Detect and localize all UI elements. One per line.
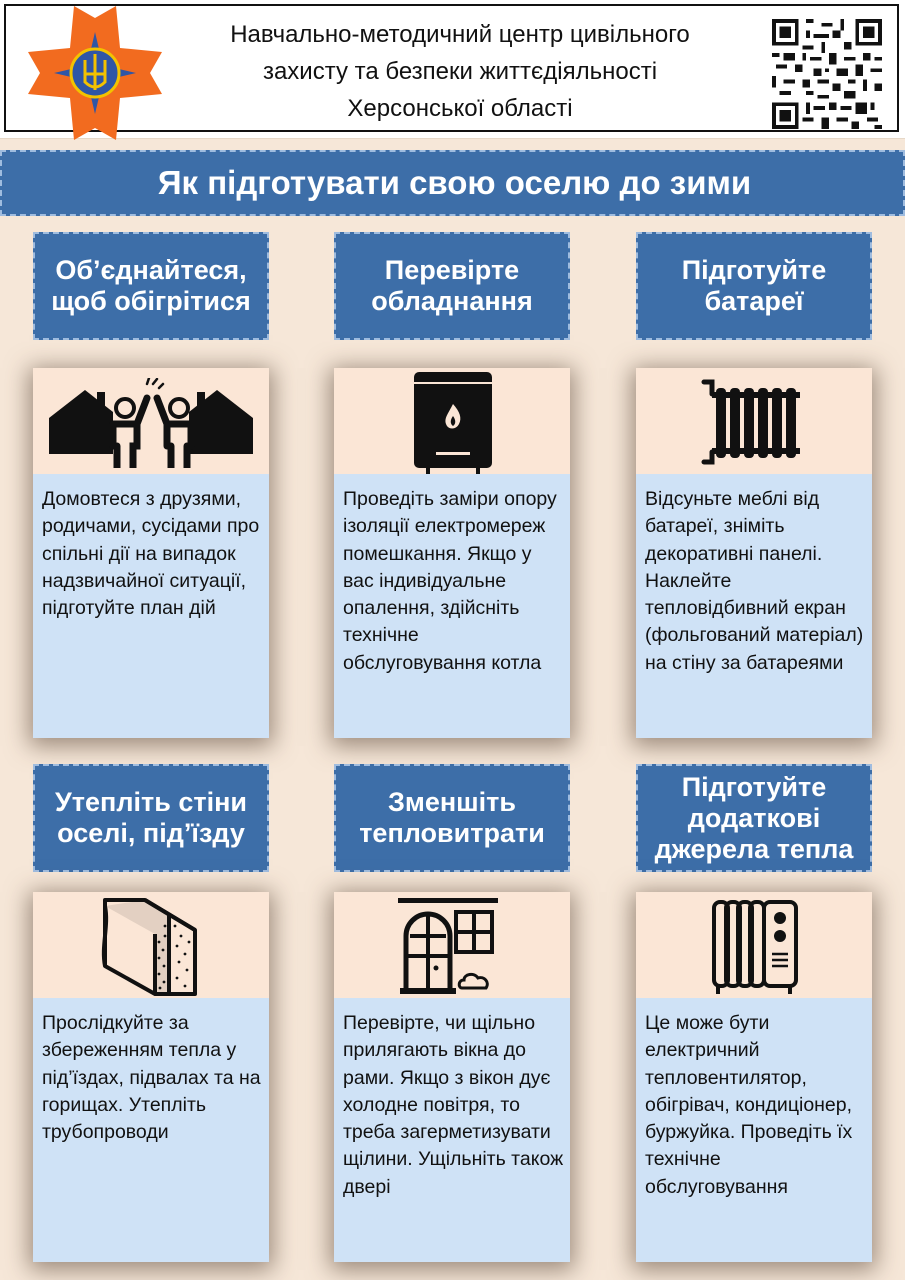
civil-protection-emblem-icon bbox=[24, 2, 166, 144]
tip-6-heading bbox=[636, 764, 872, 872]
wall-insulation-icon bbox=[99, 896, 205, 996]
main-title: Як підготувати свою оселю до зими bbox=[157, 164, 752, 201]
tip-3-title-line-1: Підготуйте bbox=[681, 255, 827, 285]
tip-4-title-line-2: оселі, під’їзду bbox=[57, 818, 245, 848]
tip-3-heading bbox=[636, 232, 872, 340]
tip-2-card bbox=[334, 368, 570, 738]
tip-5-card bbox=[334, 892, 570, 1262]
tip-1-text: Домовтеся з друзями, родичами, сусідами про спільні дії на випадок надзвичайної ситуації, підготуйте план дій bbox=[42, 488, 260, 620]
tip-1-card bbox=[33, 368, 269, 738]
tip-5-heading bbox=[334, 764, 570, 872]
tip-6-text: Це може бути електричний тепловентилятор, обігрівач, кондиціонер, буржуйка. Проведіть їх технічне обслуговування bbox=[645, 1012, 853, 1198]
org-line-3: Херсонської області bbox=[347, 95, 573, 122]
tip-4-text: Прослідкуйте за збереженням тепла у під’їздах, підвалах та на горищах. Утепліть трубопроводи bbox=[42, 1012, 261, 1144]
tip-6-title-line-3: джерела тепла bbox=[654, 833, 854, 864]
tip-2-heading bbox=[334, 232, 570, 340]
neighbors-high-five-icon bbox=[47, 378, 255, 468]
org-line-1: Навчально-методичний центр цивільного bbox=[230, 21, 690, 48]
tip-5-title-line-2: тепловитрати bbox=[359, 818, 545, 848]
main-banner bbox=[0, 150, 905, 216]
tip-5-text: Перевірте, чи щільно прилягають вікна до рами. Якщо з вікон дує холодне повітря, то треба загерметизувати щілини. Ущільніть також двері bbox=[343, 1012, 564, 1198]
tip-4-card bbox=[33, 892, 269, 1262]
gas-boiler-icon bbox=[412, 370, 494, 474]
header bbox=[0, 0, 905, 139]
tip-6-title-line-2: додаткові bbox=[687, 802, 821, 833]
organization-title bbox=[180, 16, 740, 127]
tip-4-icon-area bbox=[33, 892, 269, 998]
tip-6-card bbox=[636, 892, 872, 1262]
tip-5-icon-area bbox=[334, 892, 570, 998]
tip-2-title-line-1: Перевірте bbox=[384, 255, 520, 285]
tip-6-title-line-1: Підготуйте bbox=[681, 771, 827, 802]
tip-3-card bbox=[636, 368, 872, 738]
tip-2-text: Проведіть заміри опору ізоляції електромереж помешкання. Якщо у вас індивідуальне опалення, здійсніть технічне обслуговування котла bbox=[343, 488, 557, 674]
tip-3-icon-area bbox=[636, 368, 872, 474]
tip-1-icon-area bbox=[33, 368, 269, 474]
qr-code-icon[interactable] bbox=[772, 19, 882, 129]
door-window-icon bbox=[396, 896, 504, 996]
tip-2-title-line-2: обладнання bbox=[371, 286, 533, 316]
tip-3-title-line-2: батареї bbox=[704, 286, 804, 316]
org-line-2: захисту та безпеки життєдіяльності bbox=[262, 58, 658, 85]
tip-6-icon-area bbox=[636, 892, 872, 998]
tip-3-text: Відсуньте меблі від батареї, зніміть декоративні панелі. Наклейте тепловідбивний екран (фольгований матеріал) на стіну за батареями bbox=[645, 488, 864, 674]
tip-1-title-line-1: Об’єднайтеся, bbox=[55, 255, 247, 285]
tip-4-heading bbox=[33, 764, 269, 872]
oil-heater-icon bbox=[710, 896, 800, 996]
tip-4-title-line-1: Утепліть стіни bbox=[55, 787, 247, 817]
tip-1-title-line-2: щоб обігрітися bbox=[51, 286, 251, 316]
tip-2-icon-area bbox=[334, 368, 570, 474]
radiator-icon bbox=[698, 374, 810, 470]
tip-5-title-line-1: Зменшіть bbox=[387, 787, 517, 817]
tip-1-heading bbox=[33, 232, 269, 340]
